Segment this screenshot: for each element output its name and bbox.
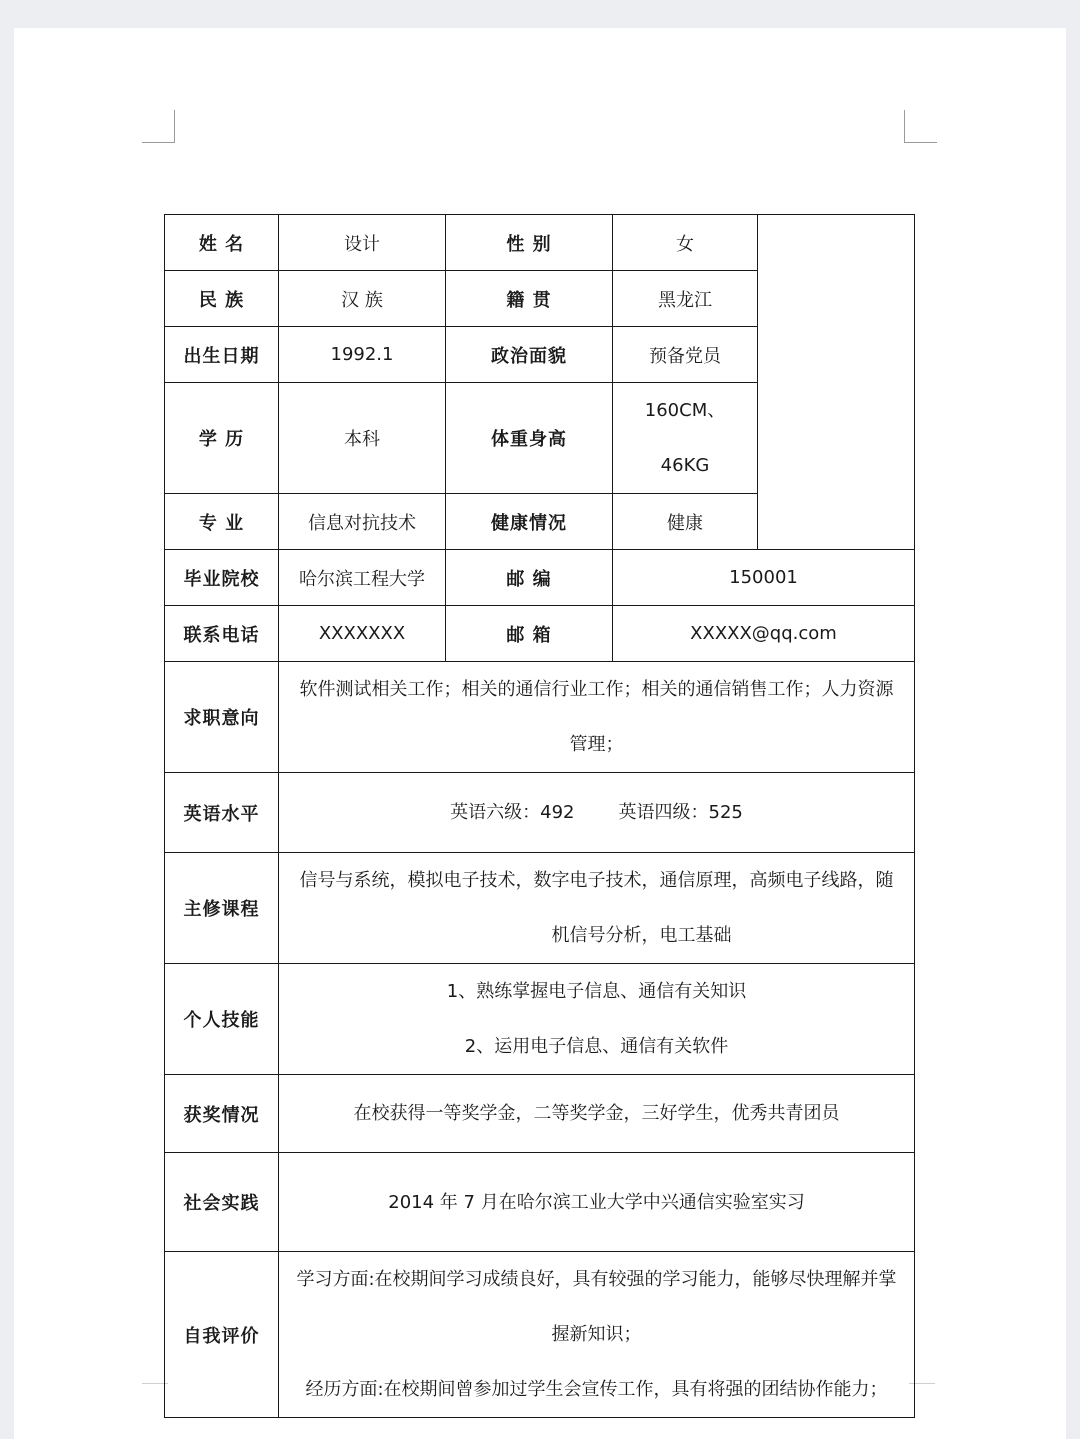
- english-content: [279, 773, 915, 853]
- gender-label: 性 别: [446, 215, 613, 271]
- skills-content: [279, 964, 915, 1075]
- self-eval-line: 握新知识；: [551, 1324, 642, 1345]
- self-eval-content: [279, 1252, 915, 1418]
- self-eval-line: 经历方面:在校期间曾参加过学生会宣传工作，具有将强的团结协作能力；: [305, 1379, 888, 1400]
- birth-value: 1992.1: [279, 327, 446, 383]
- major-value: 信息对抗技术: [279, 494, 446, 550]
- weight-value: 46KG: [660, 455, 710, 476]
- margin-mark-top-right: [904, 110, 937, 143]
- hometown-value: 黑龙江: [613, 271, 758, 327]
- name-value: 设计: [279, 215, 446, 271]
- political-label: 政治面貌: [446, 327, 613, 383]
- major-label: 专 业: [165, 494, 279, 550]
- courses-label: 主修课程: [165, 853, 279, 964]
- email-value: XXXXX@qq.com: [613, 606, 915, 662]
- cet6-score: 英语六级：492: [450, 802, 575, 823]
- height-value: 160CM、: [644, 400, 726, 421]
- body-label: 体重身高: [446, 383, 613, 494]
- courses-line: 信号与系统，模拟电子技术，数字电子技术，通信原理，高频电子线路，随: [299, 870, 894, 891]
- intention-label: 求职意向: [165, 662, 279, 773]
- birth-label: 出生日期: [165, 327, 279, 383]
- postcode-value: 150001: [613, 550, 915, 606]
- intention-content: [279, 662, 915, 773]
- photo-cell: [758, 215, 915, 550]
- resume-table: [164, 214, 915, 1418]
- ethnicity-value: 汉 族: [279, 271, 446, 327]
- education-label: 学 历: [165, 383, 279, 494]
- health-label: 健康情况: [446, 494, 613, 550]
- practice-label: 社会实践: [165, 1153, 279, 1252]
- ethnicity-label: 民 族: [165, 271, 279, 327]
- skill-item: 1、熟练掌握电子信息、通信有关知识: [446, 981, 747, 1002]
- intention-line: 管理；: [569, 734, 624, 755]
- health-value: 健康: [613, 494, 758, 550]
- school-label: 毕业院校: [165, 550, 279, 606]
- school-value: 哈尔滨工程大学: [279, 550, 446, 606]
- political-value: 预备党员: [613, 327, 758, 383]
- courses-content: [279, 853, 915, 964]
- skill-item: 2、运用电子信息、通信有关软件: [464, 1036, 729, 1057]
- name-label: 姓 名: [165, 215, 279, 271]
- courses-line: 机信号分析，电工基础: [551, 925, 732, 946]
- cet4-score: 英语四级：525: [618, 802, 743, 823]
- awards-label: 获奖情况: [165, 1075, 279, 1153]
- practice-content: 2014 年 7 月在哈尔滨工业大学中兴通信实验室实习: [279, 1153, 915, 1252]
- body-value: [613, 383, 758, 494]
- phone-label: 联系电话: [165, 606, 279, 662]
- intention-line: 软件测试相关工作；相关的通信行业工作；相关的通信销售工作；人力资源: [299, 679, 894, 700]
- phone-value: XXXXXXX: [279, 606, 446, 662]
- english-label: 英语水平: [165, 773, 279, 853]
- skills-label: 个人技能: [165, 964, 279, 1075]
- self-eval-line: 学习方面:在校期间学习成绩良好，具有较强的学习能力，能够尽快理解并掌: [296, 1269, 897, 1290]
- margin-mark-top-left: [142, 110, 175, 143]
- awards-content: 在校获得一等奖学金，二等奖学金，三好学生，优秀共青团员: [279, 1075, 915, 1153]
- email-label: 邮 箱: [446, 606, 613, 662]
- gender-value: 女: [613, 215, 758, 271]
- self-eval-label: 自我评价: [165, 1252, 279, 1418]
- education-value: 本科: [279, 383, 446, 494]
- postcode-label: 邮 编: [446, 550, 613, 606]
- hometown-label: 籍 贯: [446, 271, 613, 327]
